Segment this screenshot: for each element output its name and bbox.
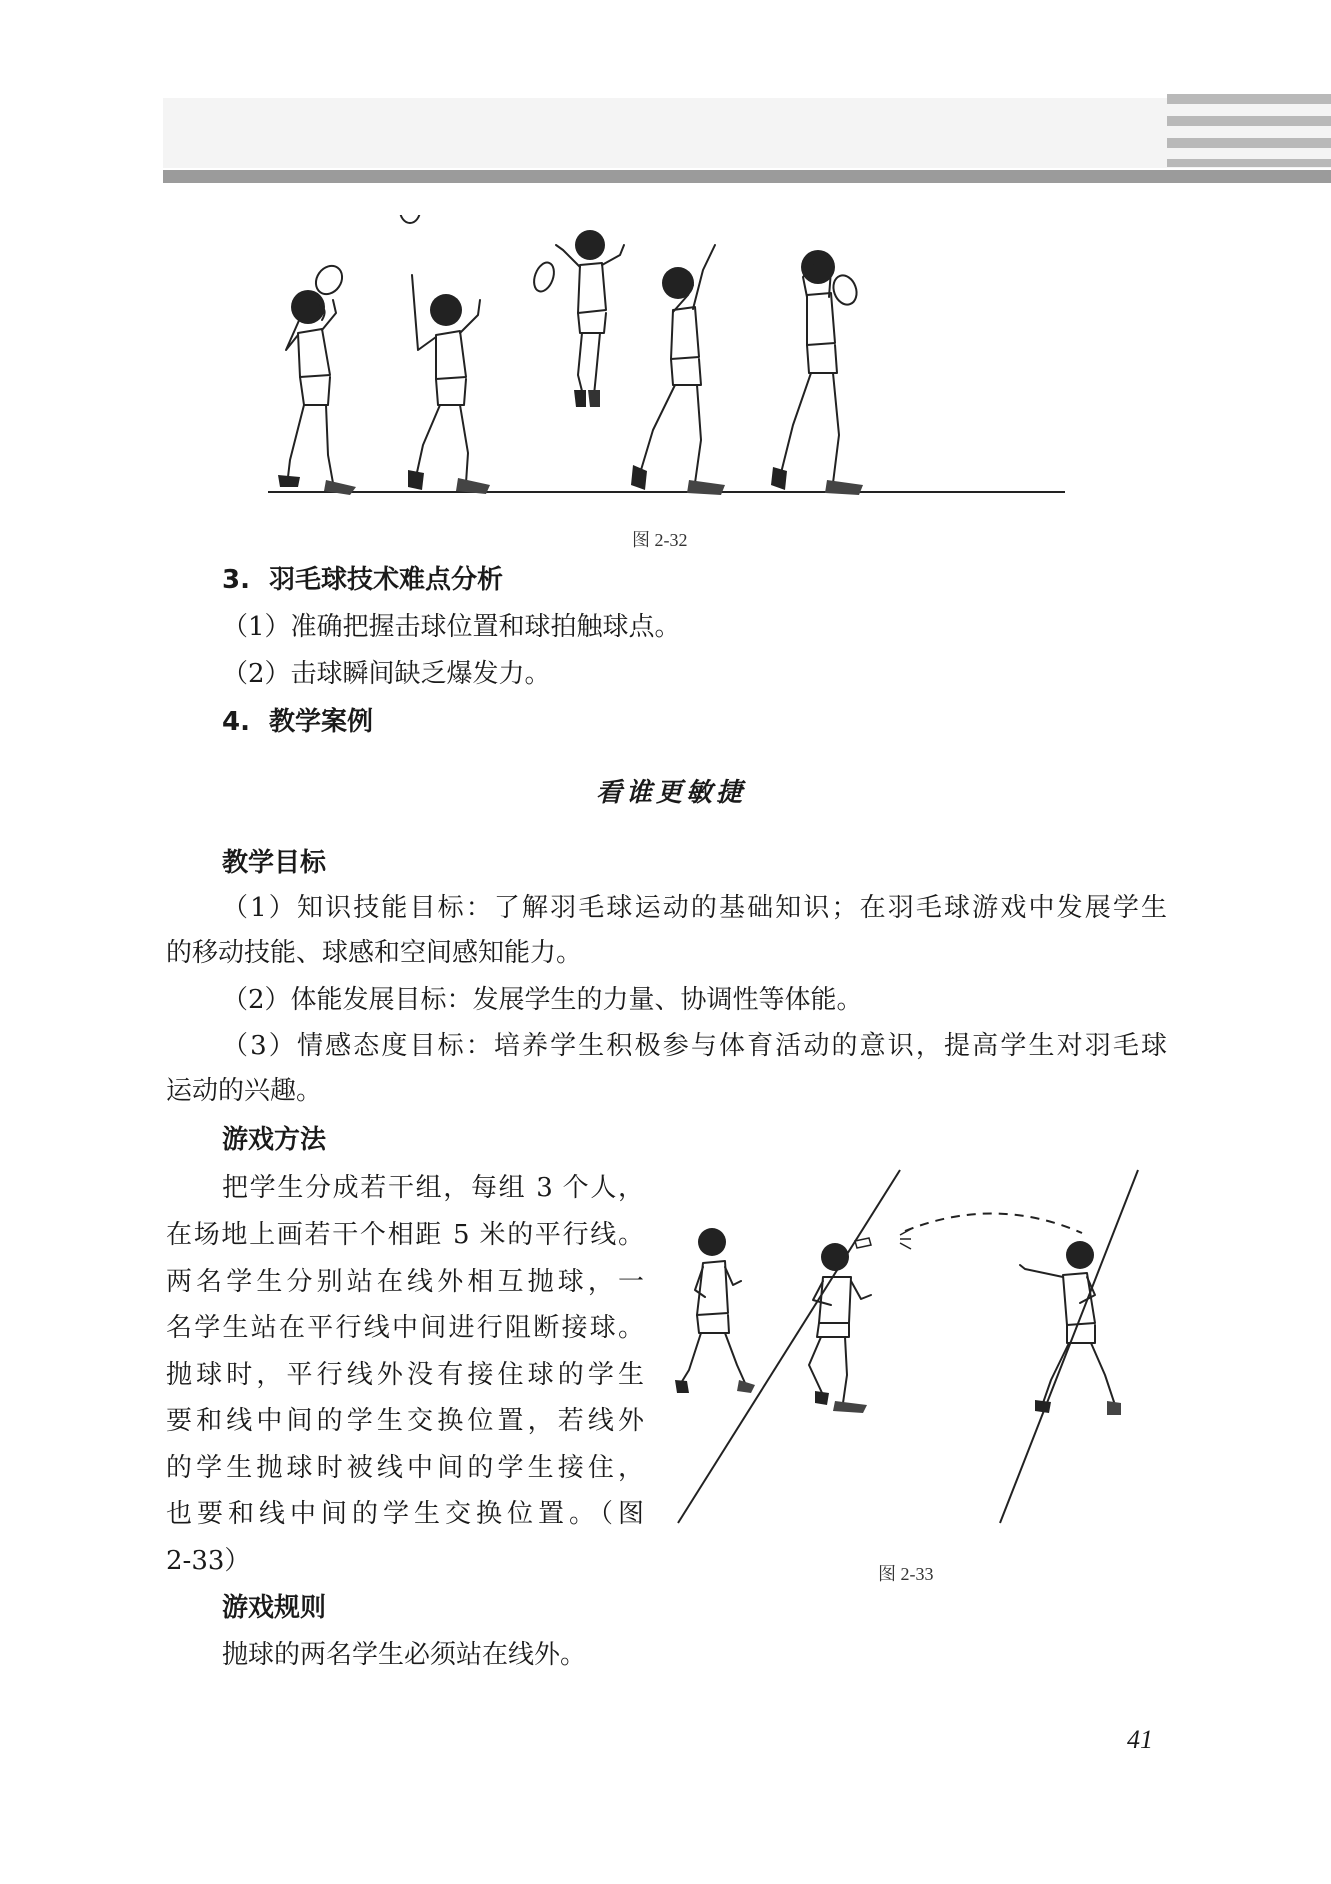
heading-text: 教学案例	[269, 707, 374, 737]
paragraph-line: 的移动技能、球感和空间感知能力。	[166, 938, 583, 968]
player-figure	[400, 215, 490, 494]
player-figure	[530, 230, 624, 407]
player-figure	[278, 261, 356, 495]
heading-text: 羽毛球技术难点分析	[269, 565, 504, 595]
header-stripe	[1167, 94, 1331, 104]
heading-number: 4.	[222, 707, 250, 737]
list-item: （1）准确把握击球位置和球拍触球点。	[222, 612, 681, 642]
page-number: 41	[1127, 1725, 1153, 1754]
paragraph-line: 也要和线中间的学生交换位置。（图	[166, 1499, 644, 1529]
header-stripe	[1167, 138, 1331, 148]
figure-2-32-illustration	[268, 215, 1068, 505]
section-heading	[222, 560, 503, 600]
paragraph-line: （1）知识技能目标：了解羽毛球运动的基础知识；在羽毛球游戏中发展学生	[222, 893, 1167, 923]
header-stripe	[1167, 116, 1331, 126]
paragraph-line: 要和线中间的学生交换位置，若线外	[166, 1406, 644, 1436]
paragraph-line: 在场地上画若干个相距 5 米的平行线。	[166, 1220, 644, 1250]
subsection-heading: 教学目标	[222, 848, 327, 878]
paragraph-line: 的学生抛球时被线中间的学生接住，	[166, 1453, 644, 1483]
header-stripe	[1167, 159, 1331, 167]
player-figure	[809, 1243, 871, 1413]
paragraph-line: （3）情感态度目标：培养学生积极参与体育活动的意识，提高学生对羽毛球	[222, 1031, 1167, 1061]
paragraph-line: 2-33）	[166, 1546, 251, 1576]
figure-caption: 图 2-32	[632, 530, 688, 550]
subsection-heading: 游戏规则	[222, 1593, 327, 1623]
figure-caption: 图 2-33	[878, 1564, 934, 1584]
paragraph-line: 两名学生分别站在线外相互抛球，一	[166, 1267, 644, 1297]
paragraph-line: （2）体能发展目标：发展学生的力量、协调性等体能。	[222, 985, 863, 1015]
paragraph-line: 抛球时，平行线外没有接住球的学生	[166, 1360, 644, 1390]
paragraph-line: 运动的兴趣。	[166, 1076, 323, 1106]
paragraph-line: 抛球的两名学生必须站在线外。	[222, 1640, 587, 1670]
case-title: 看谁更敏捷	[596, 778, 747, 808]
paragraph-line: 把学生分成若干组，每组 3 个人，	[222, 1173, 644, 1203]
subsection-heading: 游戏方法	[222, 1125, 327, 1155]
list-item: （2）击球瞬间缺乏爆发力。	[222, 659, 551, 689]
player-figure	[771, 250, 863, 495]
player-figure	[675, 1228, 755, 1393]
header-band	[163, 98, 1331, 168]
player-figure	[1020, 1241, 1121, 1415]
section-heading	[222, 702, 373, 742]
figure-2-33-illustration	[675, 1165, 1145, 1525]
player-figure	[631, 215, 733, 495]
header-rule	[163, 170, 1331, 183]
heading-number: 3.	[222, 565, 250, 595]
paragraph-line: 名学生站在平行线中间进行阻断接球。	[166, 1313, 644, 1343]
